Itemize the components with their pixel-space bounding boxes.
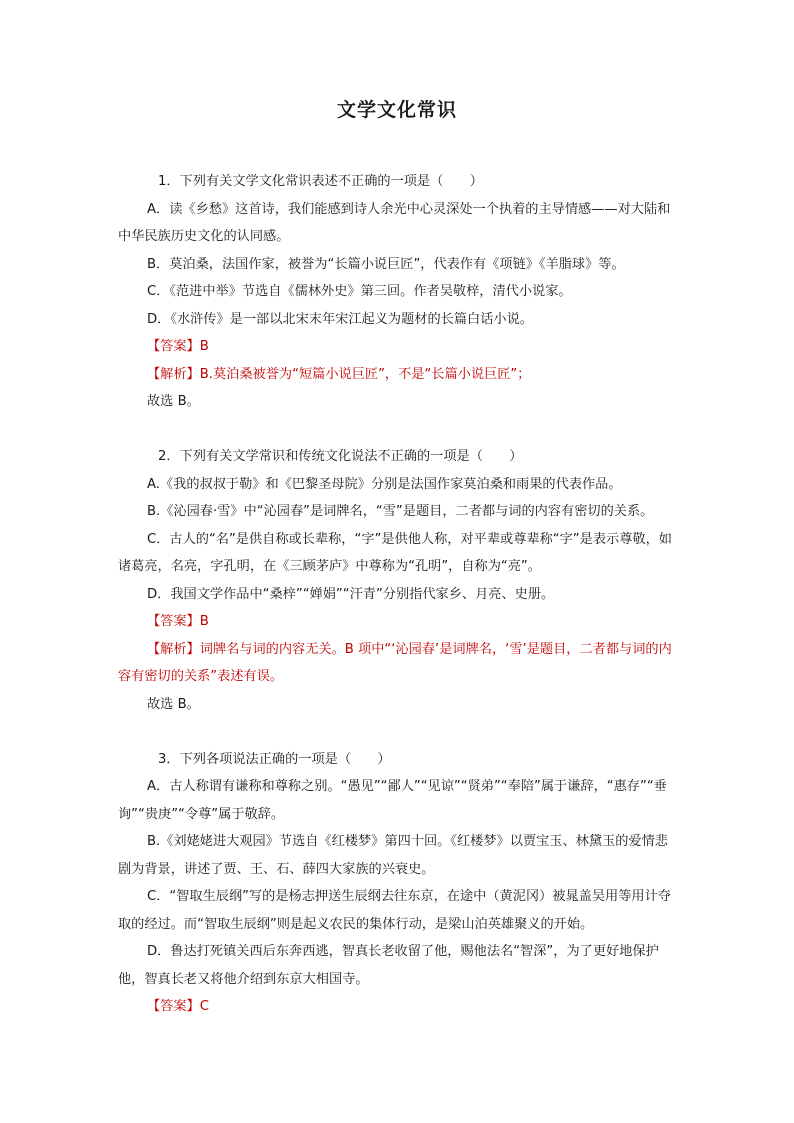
conclusion: 故选 B。 xyxy=(147,394,200,409)
document-title: 文学文化常识 xyxy=(336,99,457,121)
option-b: B．莫泊桑，法国作家，被誉为“长篇小说巨匠”，代表作有《项链》《羊脂球》等。 xyxy=(147,256,625,272)
analysis-text: B.莫泊桑被誉为“短篇小说巨匠”，不是“长篇小说巨匠”； xyxy=(199,366,531,382)
answer-label: 【答案】 xyxy=(147,339,200,354)
option-c: C．古人的“名”是供自称或长辈称，“字”是供他人称，对平辈或尊辈称“字”是表示尊敬，如诸葛亮，名亮，字孔明，在《三顾茅庐》中尊称为“孔明”，自称为“亮”。 xyxy=(118,531,672,574)
option-c: C．《范进中举》节选自《儒林外史》第三回。作者吴敬梓，清代小说家。 xyxy=(147,284,572,299)
answer-line xyxy=(118,333,678,361)
analysis-label: 【解析】 xyxy=(147,366,200,382)
analysis-line xyxy=(118,636,678,691)
spacer xyxy=(118,416,678,444)
answer-value: C xyxy=(199,999,209,1014)
question-1 xyxy=(118,168,678,416)
spacer xyxy=(118,718,678,746)
analysis-text: 词牌名与词的内容无关。B 项中“‘沁园春’是词牌名，‘雪’是题目，二者都与词的内容有密切的关系”表述有误。 xyxy=(118,641,672,684)
analysis-line xyxy=(118,361,678,389)
document-body xyxy=(118,168,678,1021)
answer-label: 【答案】 xyxy=(147,999,200,1014)
question-stem: 3．下列各项说法正确的一项是（ ） xyxy=(158,751,391,767)
option-a: A.《我的叔叔于勒》和《巴黎圣母院》分别是法国作家莫泊桑和雨果的代表作品。 xyxy=(147,476,622,492)
option-a: A．读《乡愁》这首诗，我们能感到诗人余光中心灵深处一个执着的主导情感——对大陆和中华民族历史文化的认同感。 xyxy=(118,201,671,244)
option-a: A．古人称谓有谦称和尊称之别。“愚见”“鄙人”“见谅”“贤弟”“奉陪”属于谦辞，“惠存”“垂询”“贵庚”“令尊”属于敬辞。 xyxy=(118,779,667,822)
option-c: C．“智取生辰纲”写的是杨志押送生辰纲去往东京，在途中（黄泥冈）被晁盖吴用等用计夺取的经过。而“智取生辰纲”则是起义农民的集体行动，是梁山泊英雄聚义的开始。 xyxy=(118,889,671,932)
question-stem: 2．下列有关文学常识和传统文化说法不正确的一项是（ ） xyxy=(158,449,523,464)
option-d: D．《水浒传》是一部以北宋末年宋江起义为题材的长篇白话小说。 xyxy=(147,311,533,327)
question-3 xyxy=(118,746,678,1021)
option-b: B.《刘姥姥进大观园》节选自《红楼梦》第四十回。《红楼梦》以贾宝玉、林黛玉的爱情悲剧为背景，讲述了贾、王、石、薛四大家族的兴衰史。 xyxy=(118,834,668,877)
answer-label: 【答案】 xyxy=(147,614,200,629)
answer-value: B xyxy=(199,614,209,629)
option-b: B.《沁园春·雪》中“沁园春”是词牌名，“雪”是题目，二者都与词的内容有密切的关系。 xyxy=(147,504,654,519)
option-d: D．我国文学作品中“桑梓”“婵娟”“汗青”分别指代家乡、月亮、史册。 xyxy=(147,586,555,602)
question-2 xyxy=(118,443,678,718)
option-d: D．鲁达打死镇关西后东奔西逃，智真长老收留了他，赐他法名“智深”，为了更好地保护他，智真长老又将他介绍到东京大相国寺。 xyxy=(118,944,659,987)
answer-value: B xyxy=(199,339,209,354)
answer-line xyxy=(118,608,678,636)
conclusion: 故选 B。 xyxy=(147,696,200,712)
answer-line xyxy=(118,993,678,1021)
question-stem: 1．下列有关文学文化常识表述不正确的一项是（ ） xyxy=(158,174,483,189)
analysis-label: 【解析】 xyxy=(147,641,200,657)
